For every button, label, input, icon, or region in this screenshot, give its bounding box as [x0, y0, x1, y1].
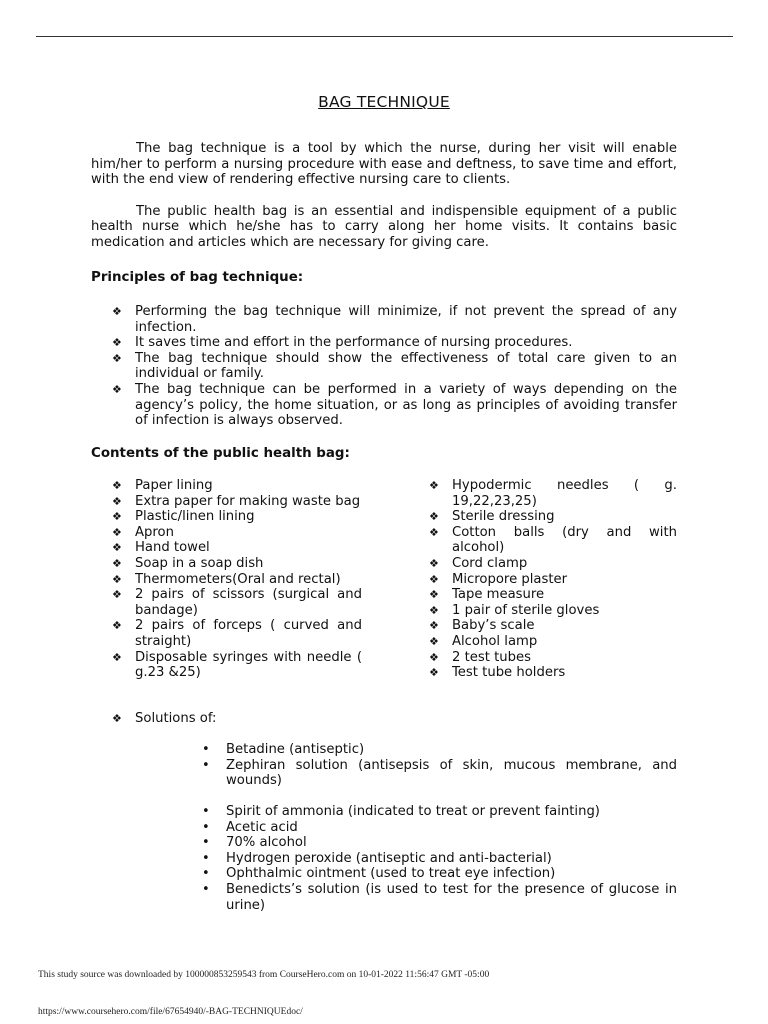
list-item: • 70% alcohol [202, 835, 307, 851]
principles-list-container [91, 304, 677, 429]
contents-heading: Contents of the public health bag: [91, 446, 350, 461]
diamond-bullet-icon: ❖ [112, 351, 122, 365]
diamond-bullet-icon: ❖ [112, 479, 122, 492]
list-item: ❖ Disposable syringes with needle ( g.23 &25) [112, 649, 362, 681]
list-item: ❖ Tape measure [429, 587, 545, 603]
solutions-list-1 [202, 742, 677, 789]
diamond-bullet-icon: ❖ [112, 650, 122, 664]
list-item: ❖ Alcohol lamp [429, 633, 538, 649]
contents-left-list [91, 478, 362, 681]
list-item: ❖ Sterile dressing [429, 509, 555, 525]
contents-left-column [91, 478, 362, 681]
intro-section [91, 141, 677, 251]
dot-bullet-icon: • [202, 835, 210, 851]
list-item: ❖ 2 pairs of forceps ( curved and straight) [112, 618, 362, 649]
diamond-bullet-icon: ❖ [112, 572, 122, 586]
list-item: ❖ Cord clamp [429, 555, 528, 571]
contents-right-column [408, 478, 677, 681]
diamond-bullet-icon: ❖ [112, 494, 122, 508]
list-item: • Ophthalmic ointment (used to treat eye infection) [202, 866, 556, 882]
list-item: ❖ The bag technique should show the effectiveness of total care given to an individual or family. [112, 350, 677, 382]
diamond-bullet-icon: ❖ [429, 479, 439, 492]
diamond-bullet-icon: ❖ [429, 525, 439, 539]
solutions-label-container [91, 711, 677, 727]
diamond-bullet-icon: ❖ [112, 336, 122, 350]
diamond-bullet-icon: ❖ [112, 619, 122, 633]
list-item: • Benedicts’s solution (is used to test for the presence of glucose in urine) [202, 881, 677, 913]
diamond-bullet-icon: ❖ [112, 588, 122, 602]
principles-list [91, 304, 677, 429]
diamond-bullet-icon: ❖ [112, 712, 122, 725]
intro-paragraph: The public health bag is an essential and indispensible equipment of a public health nurse which he/she has to carry along her home visits. It contains basic medication and articles which are necessary for giving care. [91, 203, 677, 250]
dot-bullet-icon: • [202, 850, 210, 866]
list-item: ❖ 1 pair of sterile gloves [429, 602, 600, 618]
top-rule [36, 36, 733, 37]
list-item: ❖ Hand towel [112, 540, 210, 556]
list-item: ❖ Performing the bag technique will minimize, if not prevent the spread of any infection. [112, 304, 677, 335]
solutions-group-2 [202, 804, 677, 913]
diamond-bullet-icon: ❖ [112, 556, 122, 570]
list-item: ❖ It saves time and effort in the performance of nursing procedures. [112, 335, 573, 351]
principles-heading: Principles of bag technique: [91, 270, 304, 285]
diamond-bullet-icon: ❖ [112, 541, 122, 555]
document-title: BAG TECHNIQUE [318, 93, 450, 111]
diamond-bullet-icon: ❖ [429, 556, 439, 570]
intro-paragraph: The bag technique is a tool by which the nurse, during her visit will enable him/her to perform a nursing procedure with ease and deftness, to save time and effort, with the end view of rendering effective nursing care to clients. [91, 141, 677, 188]
diamond-bullet-icon: ❖ [112, 525, 122, 539]
list-item: ❖ Cotton balls (dry and with alcohol) [429, 524, 677, 556]
list-item: ❖ Micropore plaster [429, 571, 568, 587]
diamond-bullet-icon: ❖ [429, 619, 439, 633]
solutions-list-2 [202, 804, 677, 913]
list-item: • Betadine (antiseptic) [202, 742, 365, 757]
dot-bullet-icon: • [202, 866, 210, 882]
list-item: ❖ Hypodermic needles ( g. 19,22,23,25) [429, 478, 677, 509]
diamond-bullet-icon: ❖ [429, 510, 439, 524]
solutions-group-1 [202, 742, 677, 789]
list-item: ❖ 2 pairs of scissors (surgical and bandage) [112, 587, 362, 618]
diamond-bullet-icon: ❖ [429, 650, 439, 664]
list-item: • Zephiran solution (antisepsis of skin, mucous membrane, and wounds) [202, 757, 677, 789]
dot-bullet-icon: • [202, 819, 210, 835]
diamond-bullet-icon: ❖ [429, 603, 439, 617]
source-url-link[interactable]: https://www.coursehero.com/file/67654940/-BAG-TECHNIQUEdoc/ [38, 1007, 303, 1017]
solutions-list [91, 711, 677, 727]
list-item [91, 711, 677, 727]
contents-right-list [408, 478, 677, 681]
solutions-label: Solutions of: [135, 711, 217, 726]
list-item: ❖ Extra paper for making waste bag [112, 493, 361, 509]
list-item: • Hydrogen peroxide (antiseptic and anti-bacterial) [202, 850, 552, 866]
list-item: ❖ Apron [112, 524, 174, 540]
diamond-bullet-icon: ❖ [429, 588, 439, 602]
list-item: ❖ Baby’s scale [429, 618, 535, 634]
list-item: ❖ Plastic/linen lining [112, 509, 255, 525]
list-item: • Acetic acid [202, 819, 298, 835]
list-item: ❖ 2 test tubes [429, 649, 531, 665]
list-item: • Spirit of ammonia (indicated to treat or prevent fainting) [202, 804, 600, 819]
diamond-bullet-icon: ❖ [112, 510, 122, 524]
dot-bullet-icon: • [202, 804, 210, 819]
download-source-note: This study source was downloaded by 100000853259543 from CourseHero.com on 10-01-2022 11:56:47 GMT -05:00 [38, 970, 490, 980]
list-item: ❖ Soap in a soap dish [112, 555, 264, 571]
dot-bullet-icon: • [202, 881, 210, 897]
diamond-bullet-icon: ❖ [429, 666, 439, 680]
list-item: ❖ Thermometers(Oral and rectal) [112, 571, 341, 587]
list-item: ❖ Paper lining [112, 478, 213, 493]
diamond-bullet-icon: ❖ [429, 572, 439, 586]
list-item: ❖ The bag technique can be performed in a variety of ways depending on the agency’s policy, the home situation, or as long as principles of avoiding transfer of infection is always observed. [112, 381, 677, 429]
diamond-bullet-icon: ❖ [429, 634, 439, 648]
list-item: ❖ Test tube holders [429, 665, 566, 681]
diamond-bullet-icon: ❖ [112, 305, 122, 318]
diamond-bullet-icon: ❖ [112, 382, 122, 396]
dot-bullet-icon: • [202, 742, 210, 757]
dot-bullet-icon: • [202, 757, 210, 773]
